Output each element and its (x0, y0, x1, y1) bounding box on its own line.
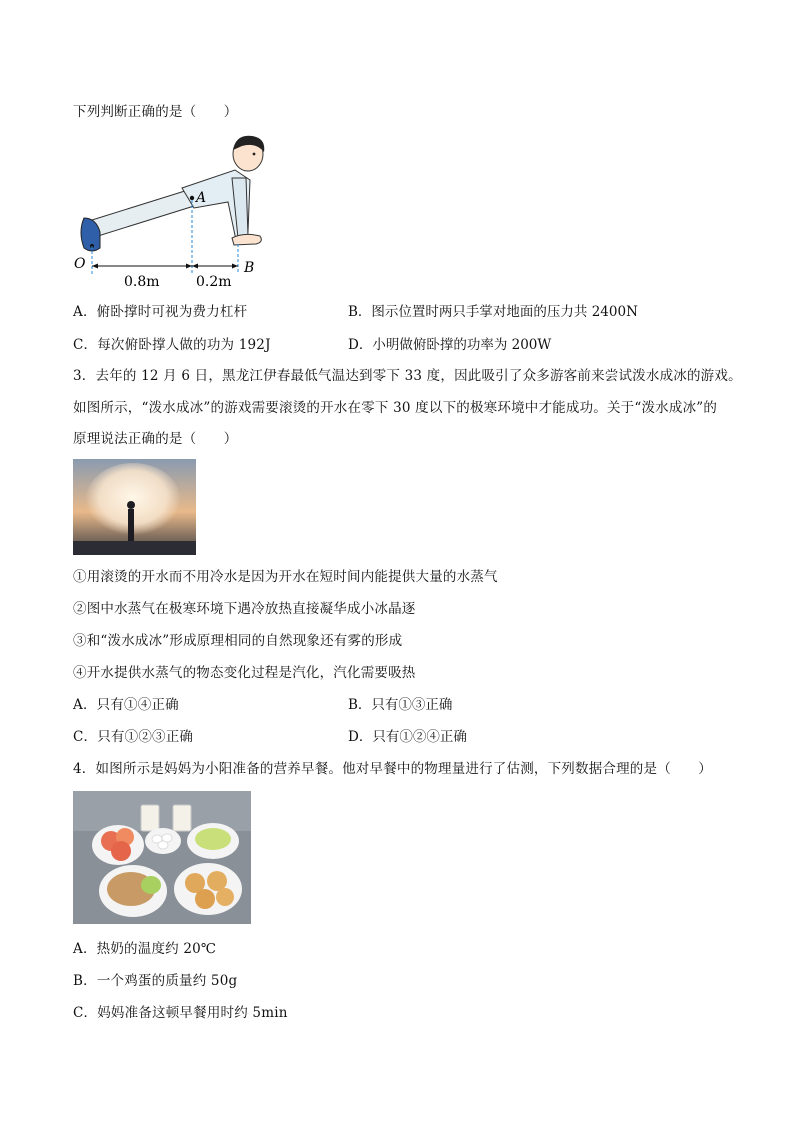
q2-option-b: B．图示位置时两只手掌对地面的压力共 2400N (348, 304, 638, 320)
q3-option-c: C．只有①②③正确 (73, 729, 194, 745)
label-dist-02: 0.2m (196, 274, 232, 290)
q3-stem-line-1: 3．去年的 12 月 6 日，黑龙江伊春最低气温达到零下 33 度，因此吸引了众多游客前来尝试泼水成冰的游戏。 (73, 368, 742, 384)
pushup-lever-figure (70, 132, 270, 292)
q3-option-b: B．只有①③正确 (348, 697, 453, 713)
q4-option-a: A．热奶的温度约 20℃ (73, 941, 217, 957)
label-point-o: O (74, 256, 86, 272)
q3-statement-3: ③和“泼水成冰”形成原理相同的自然现象还有雾的形成 (73, 633, 403, 649)
q4-option-c: C．妈妈准备这顿早餐用时约 5min (73, 1005, 288, 1021)
figure-legs (92, 190, 194, 236)
q3-statement-4: ④开水提供水蒸气的物态变化过程是汽化，汽化需要吸热 (73, 665, 416, 681)
label-point-b: B (244, 260, 255, 276)
q2-option-a: A．俯卧撑时可视为费力杠杆 (73, 304, 248, 320)
figure-hand (232, 234, 261, 245)
q2-option-d: D．小明做俯卧撑的功率为 200W (348, 337, 552, 353)
q2-option-c: C．每次俯卧撑人做的功为 192J (73, 337, 271, 353)
q3-option-a: A．只有①④正确 (73, 697, 179, 713)
q2-stem: 下列判断正确的是（ ） (73, 104, 238, 120)
q4-option-b: B．一个鸡蛋的质量约 50g (73, 973, 238, 989)
label-dist-08: 0.8m (124, 274, 160, 290)
q3-statement-2: ②图中水蒸气在极寒环境下遇冷放热直接凝华成小冰晶逐 (73, 601, 416, 617)
q3-stem-line-2: 如图所示，“泼水成冰”的游戏需要滚烫的开水在零下 30 度以下的极寒环境中才能成功。关于“泼水成冰”的 (73, 400, 718, 416)
q3-statement-1: ①用滚烫的开水而不用冷水是因为开水在短时间内能提供大量的水蒸气 (73, 569, 498, 585)
q3-option-d: D．只有①②④正确 (348, 729, 467, 745)
label-point-a: A (196, 190, 207, 206)
q3-stem-line-3: 原理说法正确的是（ ） (73, 431, 238, 447)
breakfast-photo (73, 791, 251, 924)
water-to-ice-photo (73, 459, 196, 555)
q4-stem: 4．如图所示是妈妈为小阳准备的营养早餐。他对早餐中的物理量进行了估测，下列数据合理的是（ ） (73, 761, 712, 777)
